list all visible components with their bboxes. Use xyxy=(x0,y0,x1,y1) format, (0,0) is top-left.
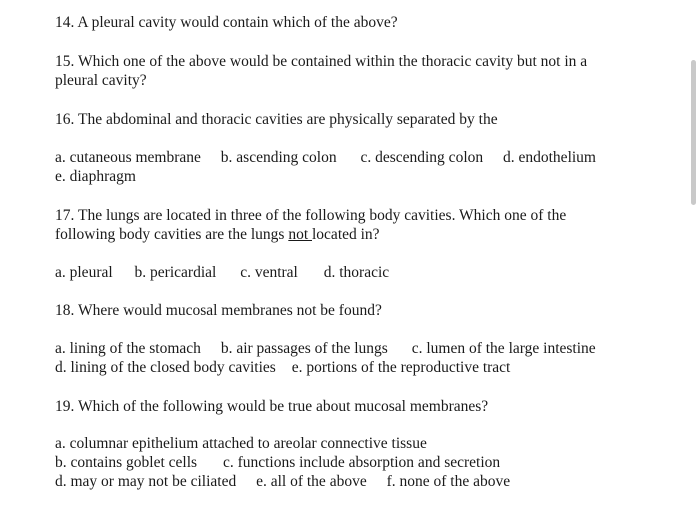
question-19-option-d: d. may or may not be ciliated xyxy=(55,473,237,490)
question-17-option-d: d. thoracic xyxy=(323,264,390,281)
question-16-option-c: c. descending colon xyxy=(360,149,484,166)
question-18-option-a: a. lining of the stomach xyxy=(55,340,201,357)
question-18: 18. Where would mucosal membranes not be found? xyxy=(55,302,382,319)
question-18-option-d: d. lining of the closed body cavities xyxy=(55,359,276,376)
question-17-text-pre: following body cavities are the lungs xyxy=(55,226,289,243)
question-18-option-c: c. lumen of the large intestine xyxy=(411,340,596,357)
question-17-line-2 xyxy=(55,225,380,244)
question-17-option-c: c. ventral xyxy=(240,264,298,281)
question-19-options-row-3 xyxy=(55,472,510,491)
question-19-options-row-1 xyxy=(55,434,427,453)
question-15-line-2: pleural cavity? xyxy=(55,72,147,89)
question-19-options-row-2 xyxy=(55,453,500,472)
question-17-option-a: a. pleural xyxy=(55,264,113,281)
question-14: 14. A pleural cavity would contain which of the above? xyxy=(55,14,398,31)
question-19-option-c: c. functions include absorption and secretion xyxy=(222,454,501,471)
question-17-text-post: located in? xyxy=(312,226,380,243)
question-19-option-f: f. none of the above xyxy=(386,473,511,490)
question-18-option-e: e. portions of the reproductive tract xyxy=(291,359,511,376)
question-19: 19. Which of the following would be true about mucosal membranes? xyxy=(55,398,489,415)
question-18-option-b: b. air passages of the lungs xyxy=(220,340,388,357)
question-16-option-d: d. endothelium xyxy=(503,149,596,166)
question-19-option-a: a. columnar epithelium attached to areolar connective tissue xyxy=(55,435,427,452)
vertical-scrollbar-thumb[interactable] xyxy=(691,60,696,205)
question-17-options-row xyxy=(55,263,389,282)
question-18-options-row-2 xyxy=(55,358,510,377)
question-16-options-row-1 xyxy=(55,148,596,167)
question-19-option-e: e. all of the above xyxy=(256,473,367,490)
question-19-option-b: b. contains goblet cells xyxy=(55,454,198,471)
question-17-underlined-not: not xyxy=(288,226,312,243)
question-16: 16. The abdominal and thoracic cavities are physically separated by the xyxy=(55,111,498,128)
question-18-options-row-1 xyxy=(55,339,596,358)
question-16-option-e: e. diaphragm xyxy=(55,168,136,185)
question-16-options-row-2 xyxy=(55,167,136,186)
question-17-option-b: b. pericardial xyxy=(134,264,217,281)
question-17-line-1: 17. The lungs are located in three of the following body cavities. Which one of the xyxy=(55,207,567,224)
question-16-option-a: a. cutaneous membrane xyxy=(55,149,201,166)
question-15-line-1: 15. Which one of the above would be contained within the thoracic cavity but not in a xyxy=(55,53,588,70)
question-16-option-b: b. ascending colon xyxy=(220,149,337,166)
